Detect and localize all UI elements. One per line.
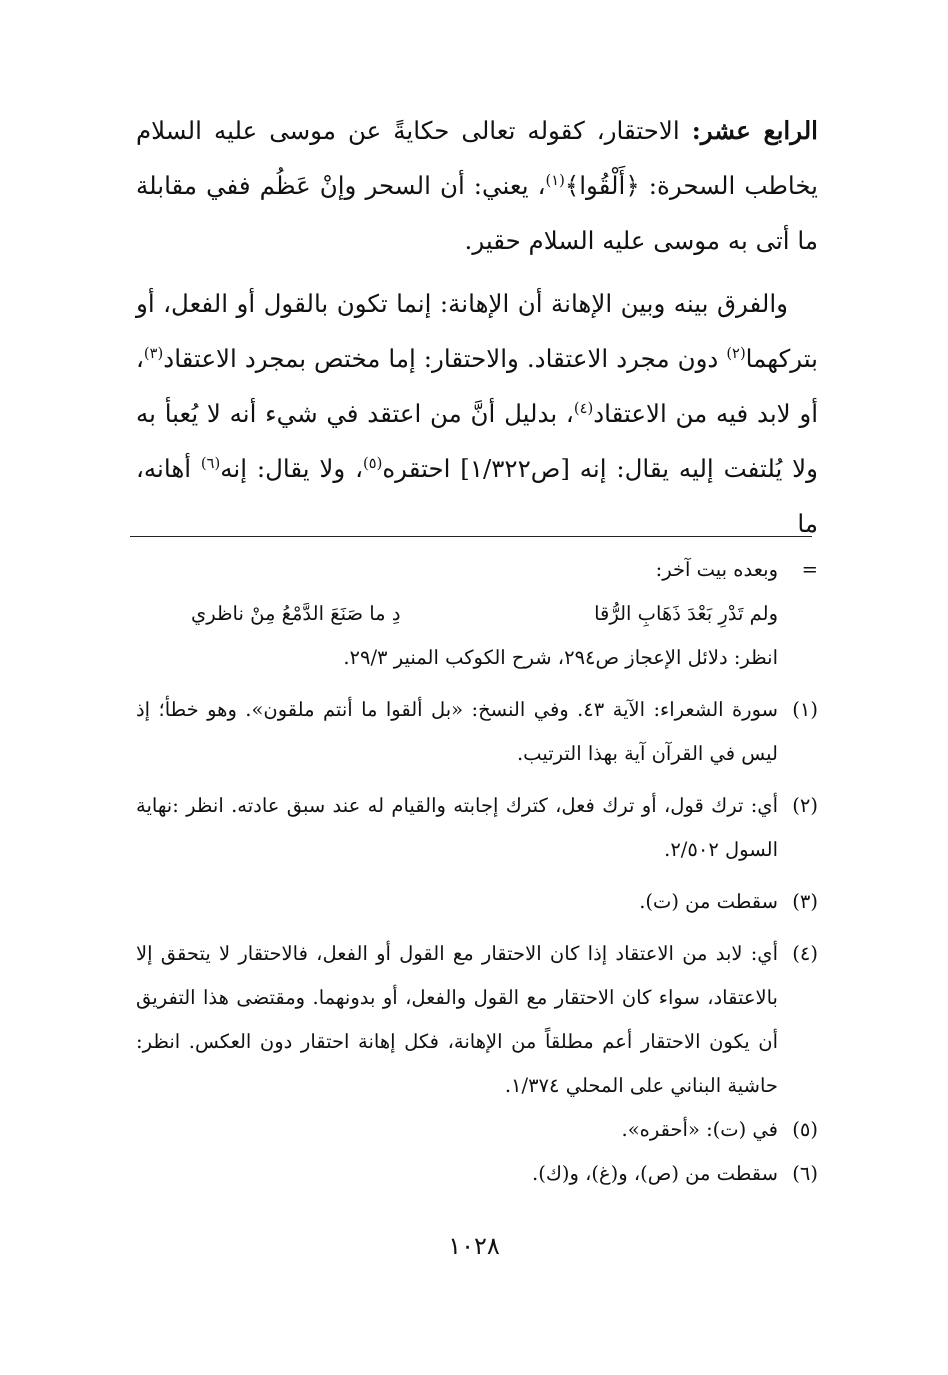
continuation-marker: = [801,558,818,581]
footnote-ref-4: (٤) [573,399,594,417]
page-number: ١٠٢٨ [448,1232,500,1260]
footnote-number: (٣) [792,890,818,913]
footnotes [136,548,818,1196]
footnote-item [136,932,818,1108]
paragraph-text: ، بدليل أنَّ من اعتقد في شيء أنه لا يُعبأ به ولا يُلتفت إليه يقال: إنه [ص١/٣٢٢] احتقره [136,399,818,483]
footnote-item [136,784,818,872]
footnote-ref-1: (١) [545,171,565,189]
footnote-number: (٢) [792,794,818,817]
footnote-number: (٤) [792,942,818,965]
footnote-reference [136,636,818,680]
footnote-item [136,1152,818,1196]
footnote-text: وبعده بيت آخر: [655,558,778,581]
footnote-ref-6: (٦) [200,454,221,472]
main-text [136,103,818,551]
footnote-text: أي: لابد من الاعتقاد إذا كان الاحتقار مع القول أو الفعل، فالاحتقار لا يتحقق إلا بالاعتقاد، سواء كان الاحتقار مع القول والفعل، أو بدونهما. ومقتضى هذا التفريق أن يكون الاحتقار أعم مطلقاً من الإهانة، فكل إهانة احتقار دون العكس. انظر: حاشية البناني على المحلي ١/٣٧٤. [136,942,778,1097]
paragraph-text: أهانه، ما [136,454,818,538]
footnote-ref-3: (٣) [143,344,164,362]
footnote-separator [130,536,812,537]
poetry-verse [136,592,818,636]
footnote-text: في (ت): «أحقره». [621,1118,778,1141]
verse-second-hemistich: دِ ما صَنَعَ الدَّمْعُ مِنْ ناظري [191,602,401,625]
paragraph-1 [136,103,818,268]
paragraph-text: ، أو لابد فيه من الاعتقاد [136,344,819,428]
footnote-continuation [136,548,818,592]
paragraph-text: والفرق بينه وبين الإهانة أن الإهانة: إنما تكون بالقول أو الفعل، أو بتركهما [136,289,818,373]
footnote-text: أي: ترك قول، أو ترك فعل، كترك إجابته والقيام له عند سبق عادته. انظر :نهاية السول ٢/٥٠٢. [136,794,778,861]
footnote-item [136,1108,818,1152]
footnote-number: (٥) [792,1118,818,1141]
footnote-item [136,880,818,924]
footnote-number: (٦) [792,1162,818,1185]
paragraph-2 [136,276,818,551]
footnote-ref-5: (٥) [362,454,383,472]
paragraph-text: ، يعني: أن السحر وإنْ عَظُم ففي مقابلة ما أتى به موسى عليه السلام حقير. [136,171,818,255]
paragraph-text: دون مجرد الاعتقاد. والاحتقار: إما مختص بمجرد الاعتقاد [163,344,727,373]
footnote-text: سقطت من (ص)، و(غ)، و(ك). [532,1162,778,1185]
footnote-text: سورة الشعراء: الآية ٤٣. وفي النسخ: «بل ألقوا ما أنتم ملقون». وهو خطأ؛ إذ ليس في القرآن آية بهذا الترتيب. [136,698,778,765]
footnote-number: (١) [792,698,818,721]
footnote-text: انظر: دلائل الإعجاز ص٢٩٤، شرح الكوكب المنير ٢٩/٣. [343,646,778,669]
footnote-text: سقطت من (ت). [639,890,778,913]
paragraph-text: الاحتقار، كقوله تعالى حكايةً عن موسى عليه السلام يخاطب السحرة: ﴿أَلْقُوا﴾ [136,116,818,200]
paragraph-text: ، ولا يقال: إنه [220,454,363,483]
section-heading: الرابع عشر: [691,116,818,145]
footnote-ref-2: (٢) [726,344,746,362]
footnote-item [136,688,818,776]
verse-first-hemistich: ولم تَدْرِ بَعْدَ ذَهَابِ الرُّقا [594,602,778,625]
